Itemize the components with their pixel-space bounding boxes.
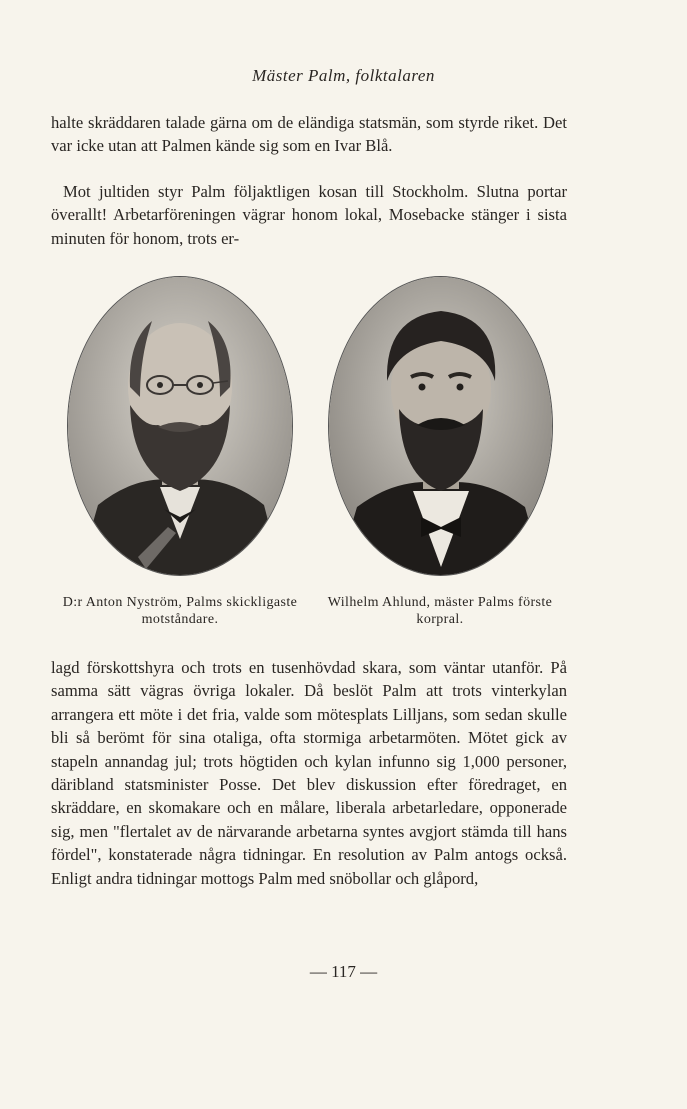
- page-number: — 117 —: [309, 962, 378, 981]
- portrait-wilhelm-ahlund-image: [329, 277, 552, 575]
- paragraph-2: Mot jultiden styr Palm följaktligen kosan till Stockholm. Slutna portar överallt! Arbetarföreningen vägrar honom lokal, Mosebacke stänger i sista minuten för honom, trots er-: [51, 182, 567, 248]
- paragraph-3: lagd förskottshyra och trots en tusenhövdad skara, som väntar utanför. På samma sätt vägras övriga lokaler. Då beslöt Palm att trots vinterkylan arrangera ett möte i det fria, valde som mötesplats Lilljans, som sedan skulle bli så berömt för sina otaliga, ofta stormiga arbetarmöten. Mötet gick av stapeln annandag jul; trots högtiden och kylan infunno sig 1,000 personer, däribland statsminister Posse. Det blev diskussion efter föredraget, en skräddare, en skomakare och en målare, liberala arbetarledare, opponerade sig, men "flertalet av de närvarande arbetarna syntes avgjort stämda till hans fördel", konstaterade några tidningar. En resolution av Palm antogs också. Enligt andra tidningar mottogs Palm med snöbollar och glåpord,: [51, 658, 567, 888]
- portrait-anton-nystrom: [67, 276, 293, 576]
- paragraph-1: halte skräddaren talade gärna om de eländiga statsmän, som styrde riket. Det var icke utan att Palmen kände sig som en Ivar Blå.: [51, 113, 567, 156]
- portrait-anton-nystrom-image: [68, 277, 292, 575]
- portrait-wilhelm-ahlund: [328, 276, 553, 576]
- running-head: Mäster Palm, folktalaren: [252, 66, 435, 85]
- caption-wilhelm-ahlund: Wilhelm Ahlund, mäster Palms förste korpral.: [327, 595, 553, 627]
- caption-anton-nystrom: D:r Anton Nyström, Palms skickligaste motståndare.: [62, 595, 298, 627]
